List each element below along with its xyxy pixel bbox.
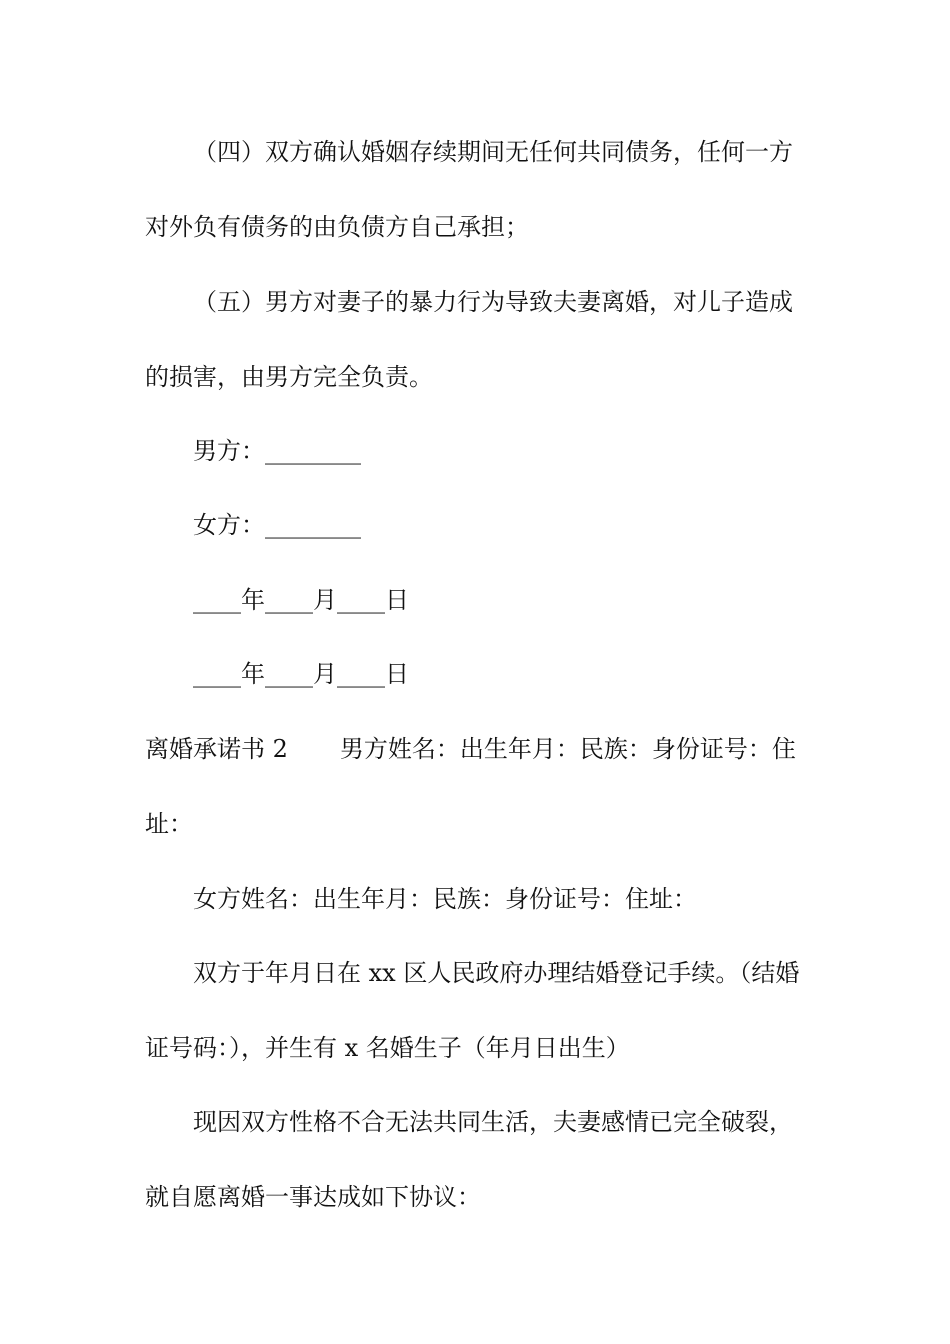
signature-line-male: 男方：________ bbox=[193, 437, 361, 465]
section-heading-rest: 男方姓名：出生年月：民族：身份证号：住 bbox=[339, 735, 796, 763]
paragraph-line: 证号码：），并生有 x 名婚生子（年月日出生） bbox=[145, 1034, 630, 1062]
paragraph-line: 就自愿离婚一事达成如下协议： bbox=[145, 1183, 481, 1211]
paragraph-line: 对外负有债务的由负债方自己承担； bbox=[145, 213, 529, 241]
section-title: 离婚承诺书 2 bbox=[145, 735, 288, 763]
date-line: ____年____月____日 bbox=[193, 660, 409, 688]
signature-line-female: 女方：________ bbox=[193, 511, 361, 539]
paragraph-line: 现因双方性格不合无法共同生活，夫妻感情已完全破裂， bbox=[193, 1108, 793, 1136]
paragraph-line: 双方于年月日在 xx 区人民政府办理结婚登记手续。（结婚 bbox=[193, 959, 800, 987]
section-heading-line bbox=[145, 734, 810, 764]
paragraph-line: 址： bbox=[145, 810, 193, 838]
paragraph-line: （四）双方确认婚姻存续期间无任何共同债务，任何一方 bbox=[193, 138, 793, 166]
paragraph-line: （五）男方对妻子的暴力行为导致夫妻离婚，对儿子造成 bbox=[193, 288, 793, 316]
paragraph-line: 的损害，由男方完全负责。 bbox=[145, 363, 433, 391]
date-line: ____年____月____日 bbox=[193, 586, 409, 614]
paragraph-line: 女方姓名：出生年月：民族：身份证号：住址： bbox=[193, 885, 697, 913]
